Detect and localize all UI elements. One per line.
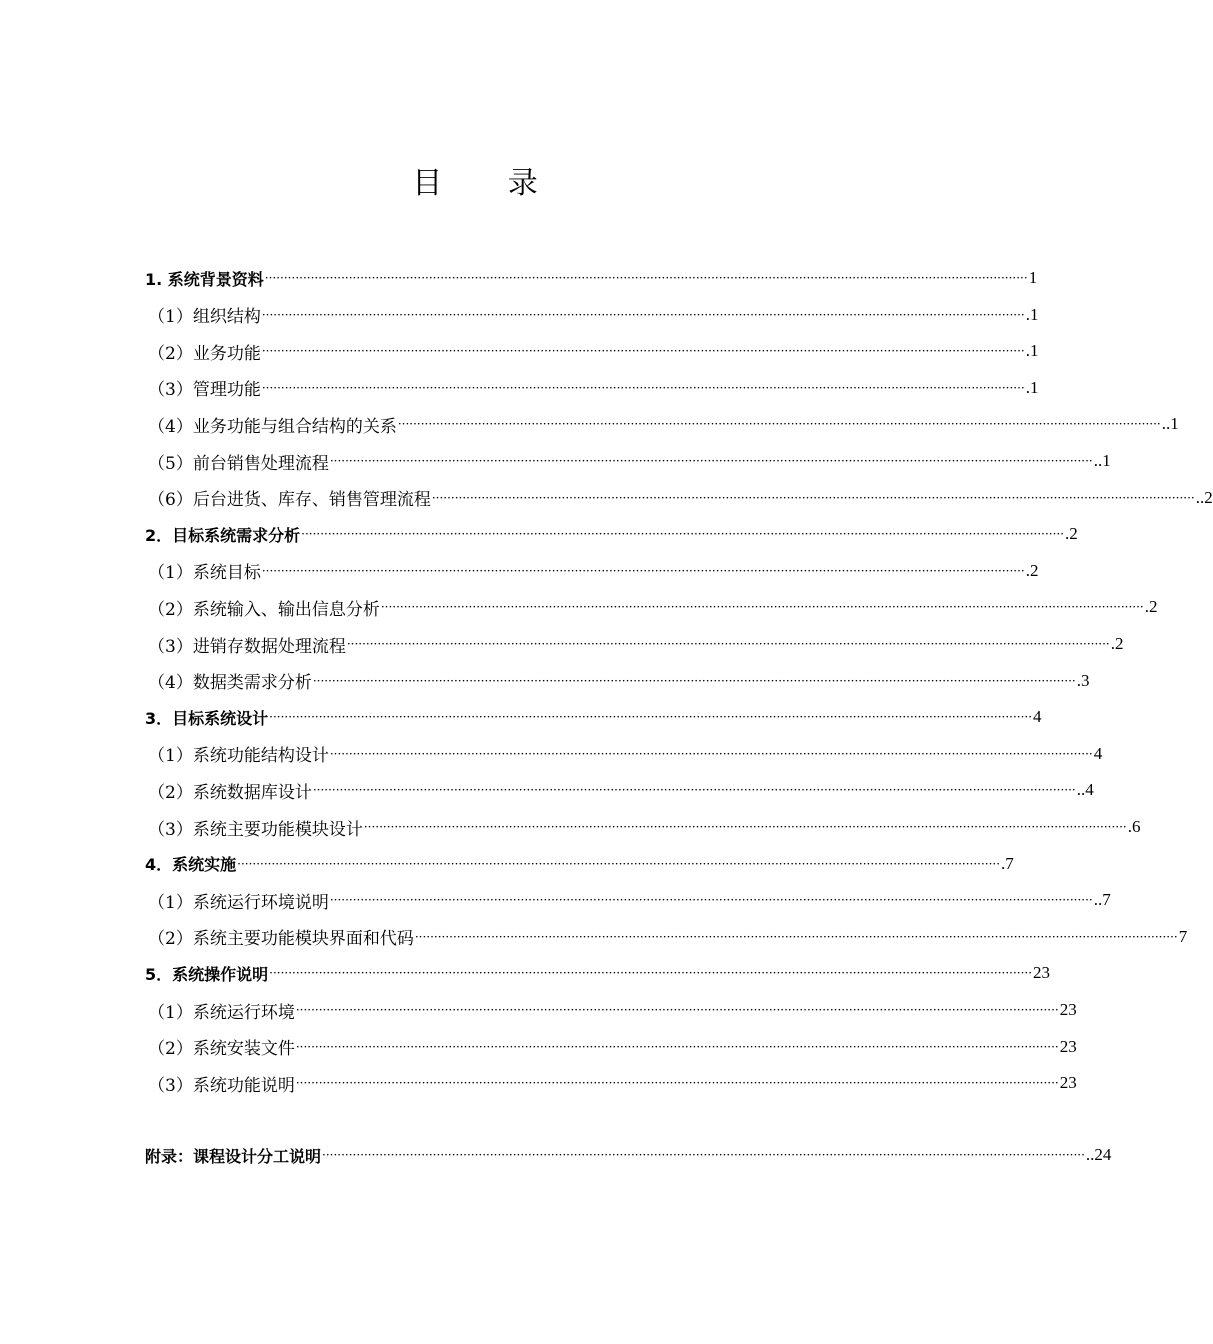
toc-entry-label: （4）数据类需求分析 [148, 673, 312, 694]
toc-entry-label: （1）系统功能结构设计 [148, 746, 329, 767]
toc-entry[interactable] [145, 260, 1038, 296]
toc-entry-page: ..24 [1085, 1145, 1112, 1164]
toc-entry[interactable] [148, 882, 1111, 918]
toc-entry[interactable] [145, 955, 1051, 991]
toc-entry-label: （2）系统安装文件 [148, 1039, 295, 1060]
toc-dot-leader: ········································································································································································································ [312, 783, 1076, 798]
toc-entry-page: 23 [1033, 963, 1051, 983]
toc-dot-leader: ········································································································································································································ [269, 710, 1033, 725]
toc-entry-page: 23 [1059, 1000, 1077, 1019]
toc-entry[interactable] [148, 809, 1141, 845]
toc-dot-leader: ········································································································································································································ [380, 600, 1144, 615]
toc-entry-page: .3 [1076, 670, 1090, 690]
toc-dot-leader: ········································································································································································································ [397, 417, 1161, 432]
toc-entry[interactable] [148, 553, 1039, 589]
toc-entry-page: .1 [1025, 304, 1039, 324]
toc-dot-leader: ········································································································································································································ [295, 1039, 1059, 1054]
toc-entry-label: （3）系统功能说明 [148, 1075, 295, 1096]
toc-entry-page: 23 [1059, 1073, 1077, 1093]
toc-dot-leader: ········································································································································································································ [329, 893, 1093, 908]
toc-entry-page: ..7 [1093, 890, 1111, 910]
toc-entry-page: ..1 [1093, 451, 1111, 470]
page-title: 目 录 [412, 166, 566, 201]
toc-entry-page: ..1 [1161, 414, 1179, 434]
toc-entry[interactable] [148, 736, 1103, 772]
toc-entry-page: .1 [1025, 377, 1039, 397]
toc-entry[interactable] [148, 772, 1094, 808]
toc-entry-label: （3）进销存数据处理流程 [148, 636, 346, 657]
toc-entry[interactable] [148, 443, 1111, 479]
toc-dot-leader: ········································································································································································································ [301, 527, 1065, 542]
toc-entry[interactable] [148, 370, 1039, 406]
toc-dot-leader: ········································································································································································································ [295, 1003, 1059, 1017]
toc-entry-label: 1. 系统背景资料 [145, 269, 264, 289]
toc-dot-leader: ········································································································································································································ [346, 637, 1110, 651]
toc-entry-page: .1 [1025, 341, 1039, 361]
toc-entry-page: .2 [1110, 634, 1124, 653]
toc-entry[interactable] [148, 333, 1039, 369]
toc-entry-page: 23 [1059, 1036, 1077, 1056]
toc-dot-leader: ········································································································································································································ [414, 929, 1178, 944]
toc-entry[interactable] [148, 297, 1039, 333]
toc-entry[interactable] [148, 919, 1188, 955]
toc-entry-label: 4．系统实施 [145, 855, 237, 875]
toc-entry-label: （3）系统主要功能模块设计 [148, 819, 363, 840]
toc-entry-page: 1 [1028, 268, 1038, 287]
toc-entry-page: .6 [1127, 817, 1141, 836]
toc-entry[interactable] [148, 626, 1124, 662]
toc-entry[interactable] [148, 1029, 1077, 1065]
toc-entry-page: .7 [1001, 853, 1014, 873]
toc-entry-label: 5．系统操作说明 [145, 964, 269, 984]
toc-entry-page: .2 [1065, 524, 1078, 544]
toc-entry-label: （4）业务功能与组合结构的关系 [148, 416, 397, 437]
toc-entry-label: （1）系统运行环境 [148, 1002, 295, 1023]
toc-dot-leader: ········································································································································································································ [261, 380, 1025, 395]
toc-entry-page: 4 [1033, 707, 1042, 727]
toc-entry-page: 7 [1178, 926, 1188, 946]
toc-dot-leader: ········································································································································································································ [363, 820, 1127, 834]
toc-entry-page: ..4 [1076, 780, 1094, 800]
toc-entry-label: （2）系统主要功能模块界面和代码 [148, 929, 414, 950]
toc-entry-label: 附录：课程设计分工说明 [145, 1146, 322, 1166]
toc-dot-leader: ········································································································································································································ [269, 966, 1033, 981]
toc-entry[interactable] [148, 1065, 1077, 1101]
toc-entry-page: .2 [1144, 597, 1158, 617]
toc-entry[interactable] [148, 589, 1158, 625]
toc-entry-page: ..2 [1195, 487, 1213, 507]
toc-entry[interactable] [145, 1137, 1112, 1173]
toc-dot-leader: ········································································································································································································ [431, 490, 1195, 505]
toc-dot-leader: ········································································································································································································ [237, 856, 1001, 871]
toc-dot-leader: ········································································································································································································ [312, 673, 1076, 688]
toc-entry-label: （1）系统目标 [148, 563, 261, 584]
toc-dot-leader: ········································································································································································································ [261, 344, 1025, 359]
toc-entry[interactable] [148, 406, 1179, 442]
toc-entry-label: （6）后台进货、库存、销售管理流程 [148, 490, 431, 511]
toc-dot-leader: ········································································································································································································ [329, 454, 1093, 468]
toc-entry-label: （1）组织结构 [148, 307, 261, 328]
toc-dot-leader: ········································································································································································································ [261, 563, 1025, 578]
toc-entry[interactable] [148, 992, 1077, 1028]
toc-entry-label: （2）系统输入、输出信息分析 [148, 599, 380, 620]
toc-entry-label: （1）系统运行环境说明 [148, 892, 329, 913]
toc-entry-label: 2．目标系统需求分析 [145, 525, 301, 545]
toc-entry-label: （5）前台销售处理流程 [148, 453, 329, 474]
toc-entry[interactable] [145, 846, 1014, 882]
toc-entry[interactable] [148, 663, 1090, 699]
toc-dot-leader: ········································································································································································································ [329, 746, 1093, 761]
toc-entry[interactable] [145, 699, 1042, 735]
toc-dot-leader: ········································································································································································································ [264, 271, 1028, 285]
toc-entry-label: （3）管理功能 [148, 380, 261, 401]
toc-entry-label: 3．目标系统设计 [145, 708, 269, 728]
toc-dot-leader: ········································································································································································································ [295, 1076, 1059, 1091]
toc-entry[interactable] [148, 480, 1213, 516]
toc-entry[interactable] [145, 516, 1078, 552]
toc-entry-page: 4 [1093, 743, 1103, 763]
toc-dot-leader: ········································································································································································································ [322, 1148, 1085, 1162]
toc-entry-label: （2）业务功能 [148, 343, 261, 364]
toc-dot-leader: ········································································································································································································ [261, 307, 1025, 322]
toc-entry-label: （2）系统数据库设计 [148, 782, 312, 803]
toc-entry-page: .2 [1025, 560, 1039, 580]
